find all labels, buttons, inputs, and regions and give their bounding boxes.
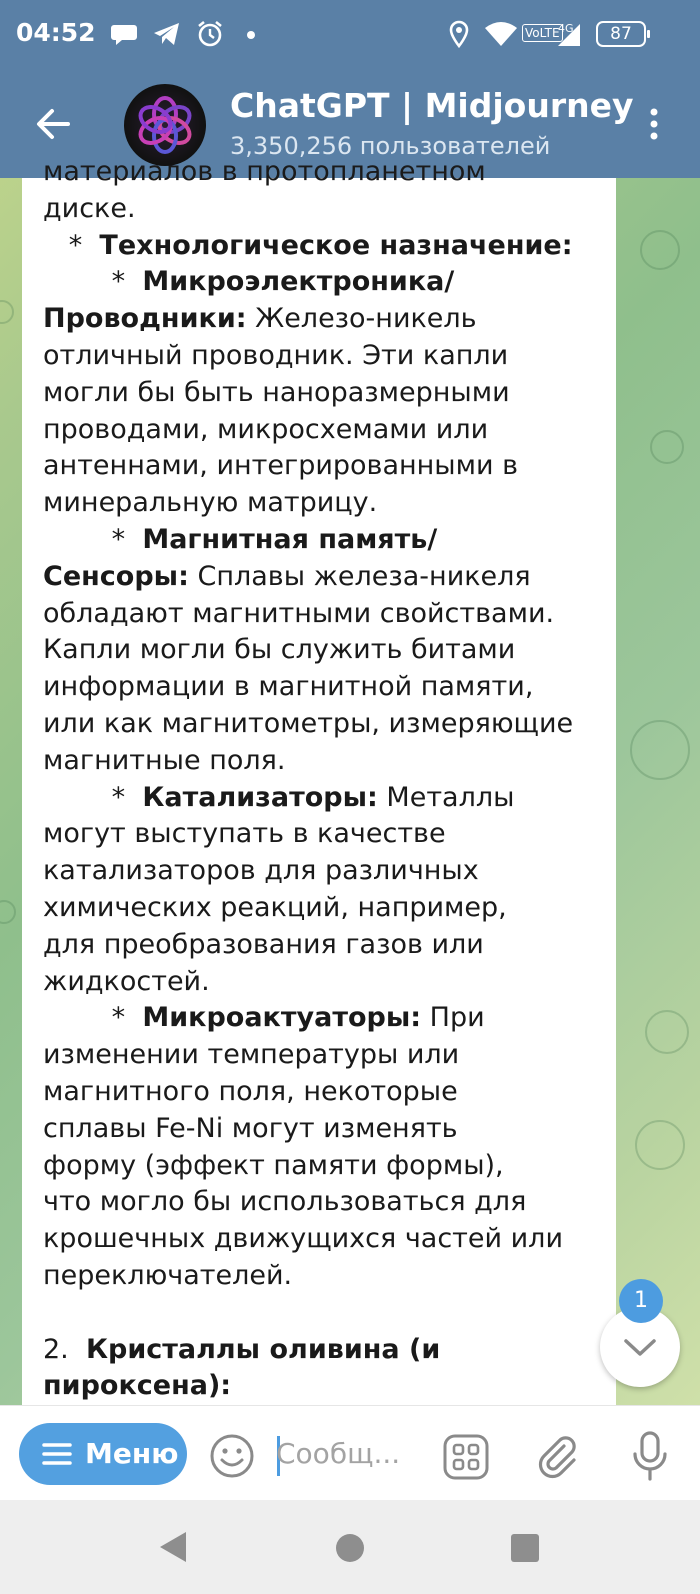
line-text: проводами, микросхемами или: [43, 413, 489, 445]
bold-heading: Микроэлектроника/: [142, 266, 455, 298]
bold-heading: пироксена):: [43, 1370, 232, 1402]
message-text: [43, 154, 603, 1405]
message-line: [43, 964, 603, 1001]
menu-button-label: Меню: [85, 1437, 179, 1470]
nav-home-icon[interactable]: [336, 1534, 364, 1562]
message-line: [43, 412, 603, 449]
line-text: Железо-никель: [246, 303, 477, 335]
line-text: для преобразования газов или: [43, 928, 484, 960]
message-line: [43, 853, 603, 890]
bold-heading: Сенсоры:: [43, 560, 189, 592]
microphone-icon[interactable]: [630, 1430, 670, 1482]
list-bullet: 2.: [43, 1333, 86, 1365]
message-line: [43, 816, 603, 853]
line-text: химических реакций, например,: [43, 891, 507, 923]
message-line: [43, 448, 603, 485]
message-line: [43, 1184, 603, 1221]
message-line: [43, 522, 603, 559]
line-text: жидкостей.: [43, 965, 210, 997]
list-bullet: *: [43, 781, 143, 813]
line-text: При: [421, 1002, 485, 1034]
line-text: информации в магнитной памяти,: [43, 671, 534, 703]
message-line: [43, 191, 603, 228]
line-text: обладают магнитными свойствами.: [43, 597, 555, 629]
message-line: [43, 706, 603, 743]
line-text: Металлы: [377, 781, 515, 813]
message-bubble[interactable]: [22, 156, 616, 1405]
message-line: [43, 927, 603, 964]
line-text: или как магнитометры, измеряющие: [43, 707, 574, 739]
message-line: [43, 1221, 603, 1258]
message-input[interactable]: Сообщ...: [276, 1437, 401, 1470]
wifi-icon: [484, 20, 518, 48]
status-time: 04:52: [16, 18, 96, 47]
chat-title[interactable]: ChatGPT | Midjourney: [230, 86, 634, 125]
line-text: сплавы Fe-Ni могут изменять: [43, 1112, 458, 1144]
message-line: [43, 632, 603, 669]
line-text: изменении температуры или: [43, 1039, 460, 1071]
line-text: диске.: [43, 192, 136, 224]
message-line: [43, 1332, 603, 1369]
message-blank-line: [43, 1295, 603, 1332]
menu-icon: [41, 1441, 73, 1467]
dot-icon: [246, 30, 256, 40]
line-text: что могло бы использоваться для: [43, 1186, 527, 1218]
line-text: катализаторов для различных: [43, 855, 479, 887]
message-line: [43, 1111, 603, 1148]
unread-badge: 1: [619, 1279, 663, 1323]
signal-icon: [556, 20, 582, 48]
message-line: [43, 301, 603, 338]
bold-heading: Катализаторы:: [142, 781, 378, 813]
alarm-icon: [196, 20, 224, 48]
system-navigation-bar: [0, 1500, 700, 1594]
chat-header: [0, 0, 700, 178]
bold-heading: Микроактуаторы:: [142, 1002, 422, 1034]
network-type: 4G: [558, 22, 574, 35]
message-line: [43, 264, 603, 301]
message-line: [43, 338, 603, 375]
emoji-icon[interactable]: [209, 1433, 255, 1479]
line-text: переключателей.: [43, 1259, 293, 1291]
line-text: могут выступать в качестве: [43, 818, 446, 850]
list-bullet: *: [43, 266, 143, 298]
chat-bubble-icon: [110, 20, 138, 48]
status-bar: [0, 0, 700, 70]
message-line: [43, 485, 603, 522]
bold-heading: Технологическое назначение:: [99, 229, 573, 261]
line-text: форму (эффект памяти формы),: [43, 1149, 504, 1181]
attach-paperclip-icon[interactable]: [534, 1432, 582, 1480]
message-line: [43, 1258, 603, 1295]
line-text: магнитного поля, некоторые: [43, 1075, 458, 1107]
bold-heading: Магнитная память/: [142, 523, 438, 555]
line-text: отличный проводник. Эти капли: [43, 339, 509, 371]
message-line: [43, 743, 603, 780]
message-line: [43, 154, 603, 191]
list-bullet: *: [43, 1002, 143, 1034]
nav-recents-icon[interactable]: [511, 1534, 539, 1562]
message-line: [43, 669, 603, 706]
message-input-bar: [0, 1405, 700, 1500]
volte-label: VoLTE: [522, 24, 563, 42]
message-line: [43, 375, 603, 412]
battery-level: 87: [610, 24, 632, 44]
bold-heading: Проводники:: [43, 303, 247, 335]
list-bullet: *: [43, 229, 100, 261]
line-text: магнитные поля.: [43, 744, 286, 776]
message-line: [43, 780, 603, 817]
message-line: [43, 228, 603, 265]
message-line: [43, 890, 603, 927]
more-vertical-icon[interactable]: [636, 104, 672, 144]
back-arrow-icon[interactable]: [30, 100, 78, 148]
line-text: материалов в протопланетном: [43, 156, 486, 187]
bot-menu-button[interactable]: [19, 1423, 187, 1485]
line-text: крошечных движущихся частей или: [43, 1223, 563, 1255]
message-line: [43, 1074, 603, 1111]
nav-back-icon[interactable]: [158, 1530, 188, 1564]
telegram-icon: [152, 20, 182, 48]
bold-heading: Кристаллы оливина (и: [85, 1333, 441, 1365]
message-line: [43, 1037, 603, 1074]
message-line: [43, 1000, 603, 1037]
location-icon: [448, 20, 470, 48]
line-text: Сплавы железа-никеля: [188, 560, 531, 592]
line-text: антеннами, интегрированными в: [43, 450, 519, 482]
message-line: [43, 1148, 603, 1185]
member-count: 3,350,256 пользователей: [230, 132, 551, 160]
battery-icon: [596, 21, 646, 47]
line-text: Капли могли бы служить битами: [43, 634, 516, 666]
message-line: [43, 559, 603, 596]
list-bullet: *: [43, 523, 143, 555]
message-line: [43, 1368, 603, 1405]
bot-commands-icon[interactable]: [443, 1434, 489, 1480]
message-line: [43, 596, 603, 633]
line-text: минеральную матрицу.: [43, 487, 378, 519]
line-text: могли бы быть наноразмерными: [43, 376, 510, 408]
